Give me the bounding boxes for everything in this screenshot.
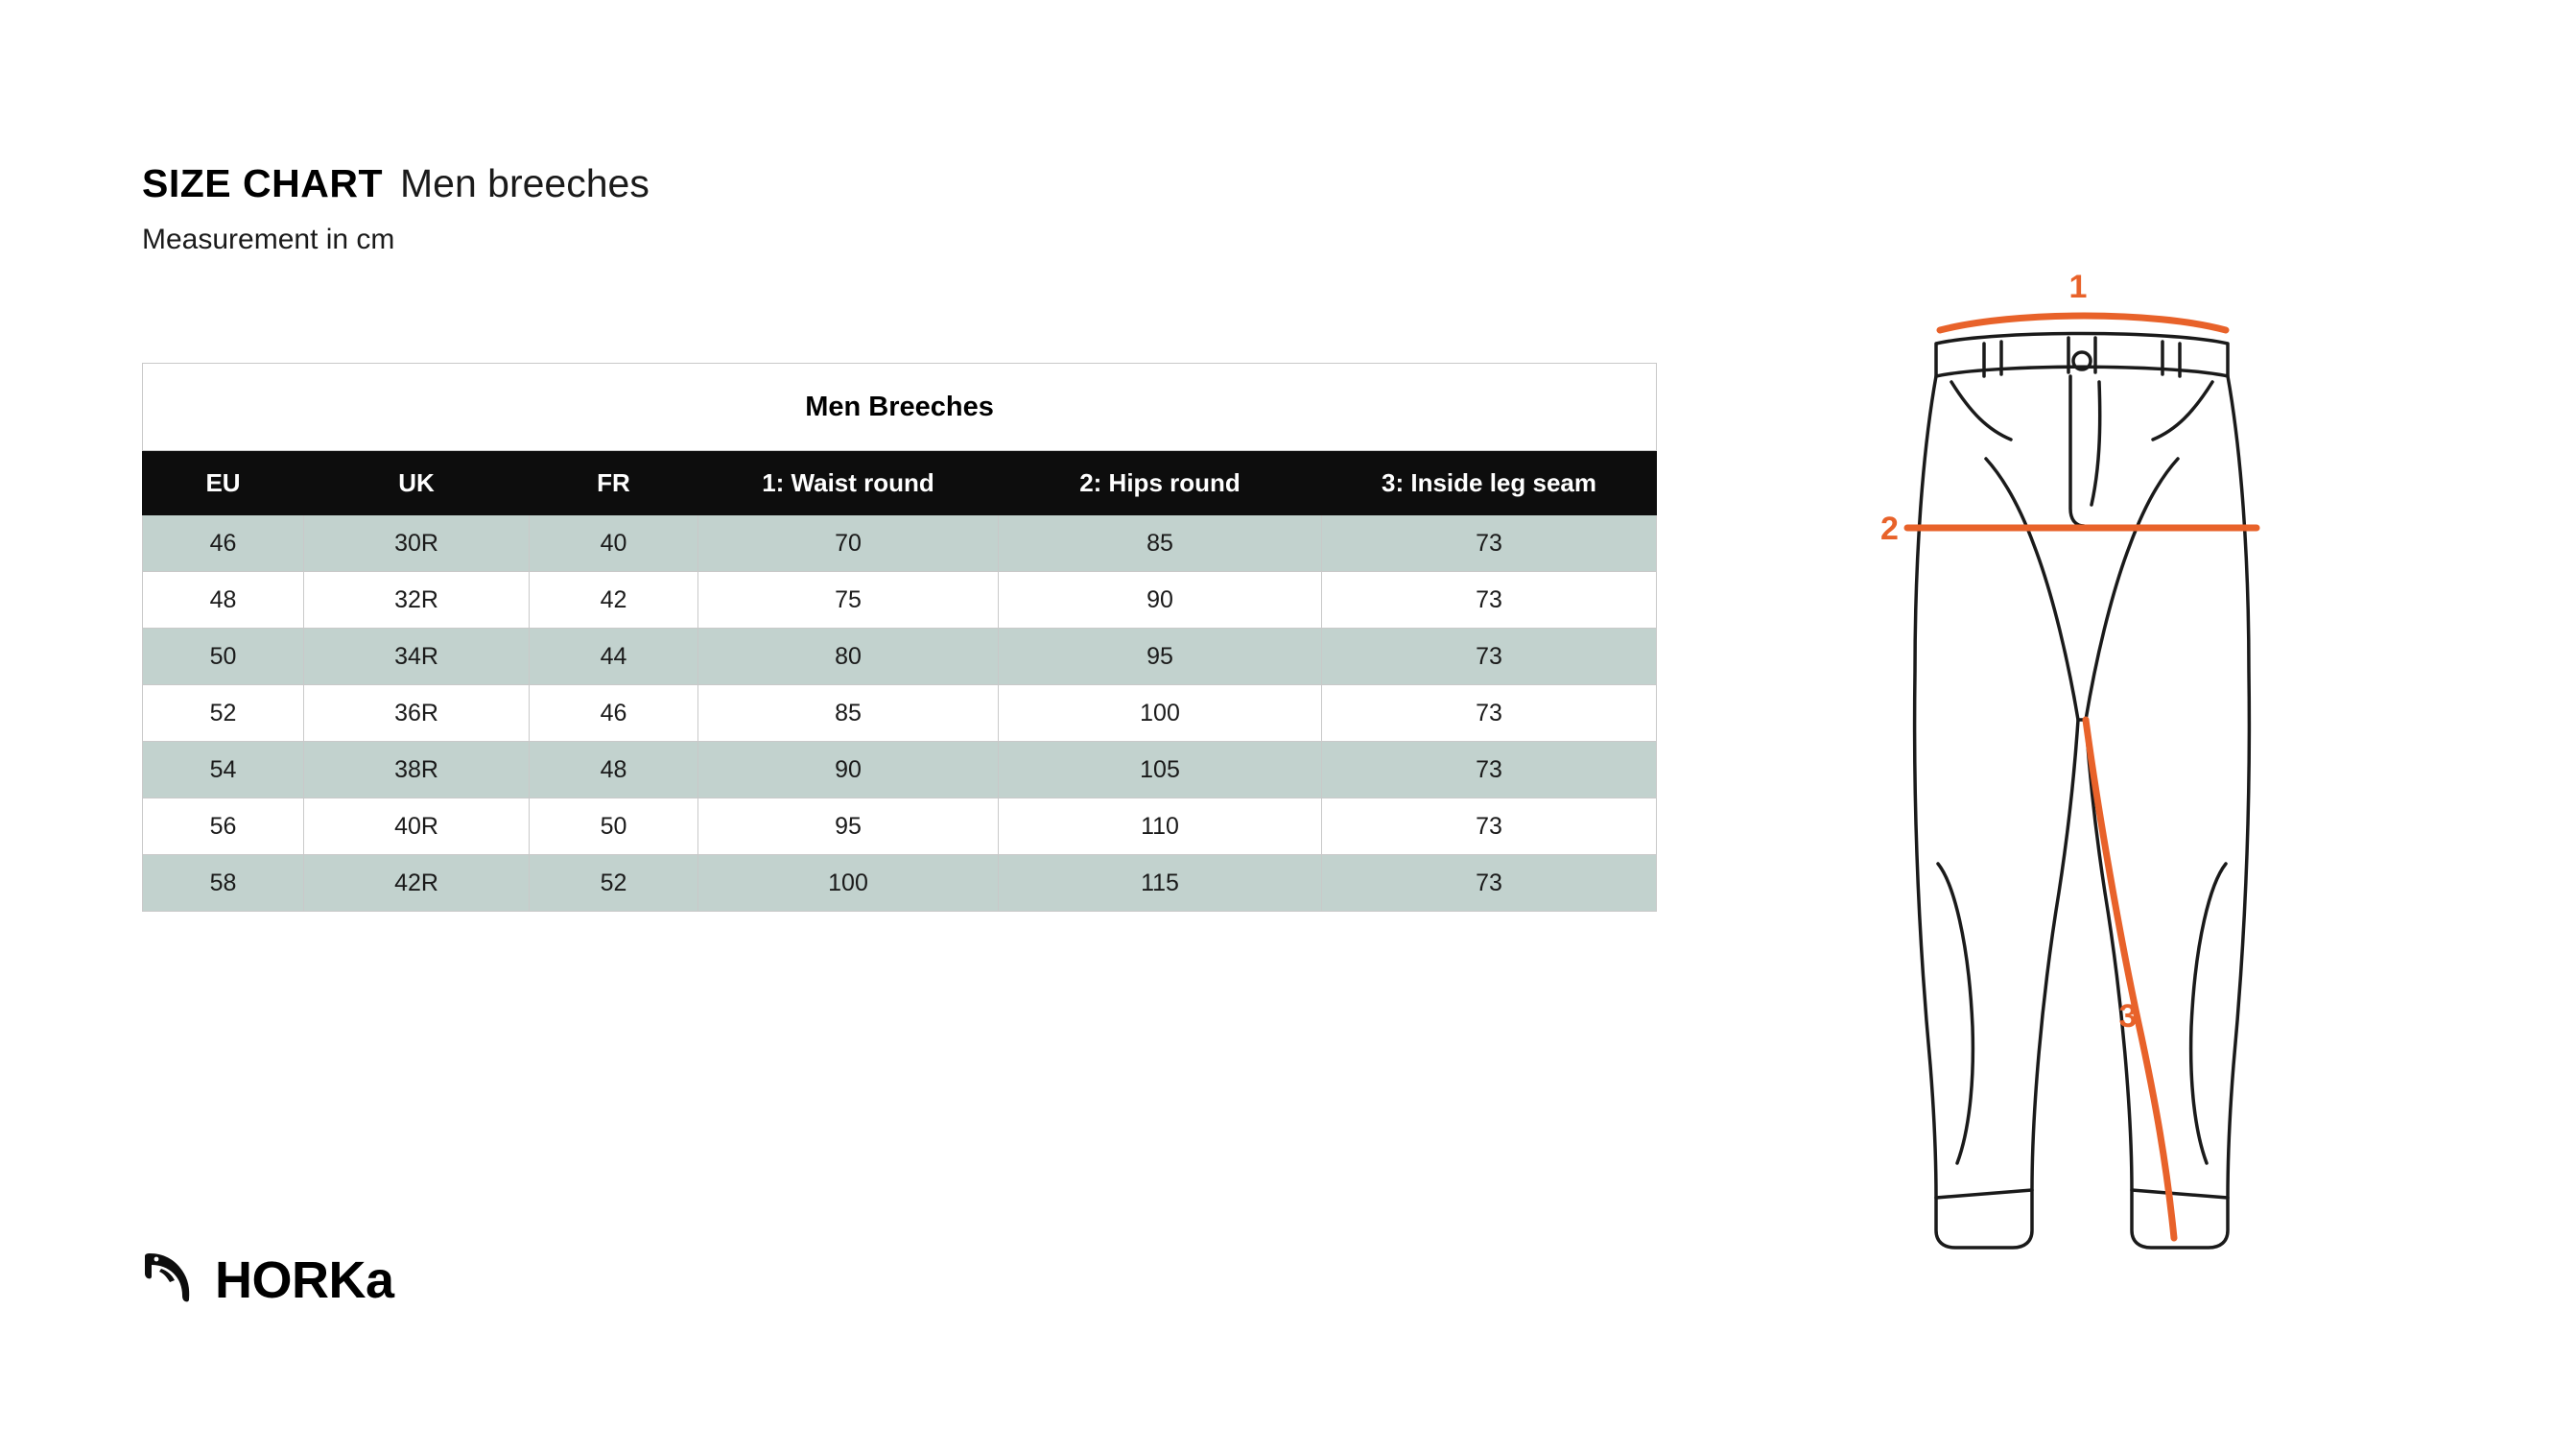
table-row <box>143 629 1657 685</box>
page-title <box>142 161 1677 206</box>
cell-uk: 38R <box>304 742 530 798</box>
cell-waist: 90 <box>698 742 999 798</box>
table-row <box>143 685 1657 742</box>
cell-fr: 50 <box>530 798 698 855</box>
cell-waist: 70 <box>698 515 999 572</box>
cell-inside-leg: 73 <box>1322 855 1657 912</box>
cell-fr: 52 <box>530 855 698 912</box>
cell-eu: 56 <box>143 798 304 855</box>
cell-eu: 46 <box>143 515 304 572</box>
brand-logo <box>142 1248 394 1312</box>
size-table <box>142 363 1657 912</box>
cell-waist: 80 <box>698 629 999 685</box>
cell-fr: 46 <box>530 685 698 742</box>
size-table-container <box>142 363 1656 912</box>
cell-waist: 100 <box>698 855 999 912</box>
cell-eu: 54 <box>143 742 304 798</box>
table-row <box>143 855 1657 912</box>
cell-inside-leg: 73 <box>1322 515 1657 572</box>
cell-uk: 42R <box>304 855 530 912</box>
column-header-hips: 2: Hips round <box>999 451 1322 515</box>
cell-uk: 34R <box>304 629 530 685</box>
column-header-fr: FR <box>530 451 698 515</box>
table-header-row <box>143 451 1657 515</box>
cell-eu: 52 <box>143 685 304 742</box>
marker-1: 1 <box>2068 269 2088 305</box>
cell-fr: 40 <box>530 515 698 572</box>
horse-head-icon <box>142 1248 201 1312</box>
brand-name: HORKa <box>215 1250 394 1309</box>
table-caption: Men Breeches <box>143 364 1657 451</box>
cell-hips: 95 <box>999 629 1322 685</box>
cell-uk: 32R <box>304 572 530 629</box>
cell-fr: 44 <box>530 629 698 685</box>
cell-hips: 90 <box>999 572 1322 629</box>
cell-inside-leg: 73 <box>1322 572 1657 629</box>
cell-fr: 48 <box>530 742 698 798</box>
cell-fr: 42 <box>530 572 698 629</box>
cell-hips: 115 <box>999 855 1322 912</box>
cell-uk: 30R <box>304 515 530 572</box>
table-row <box>143 798 1657 855</box>
waist-measure-line <box>1940 316 2226 330</box>
table-caption-row <box>143 364 1657 451</box>
cell-hips: 85 <box>999 515 1322 572</box>
table-row <box>143 515 1657 572</box>
table-row <box>143 742 1657 798</box>
cell-eu: 48 <box>143 572 304 629</box>
column-header-uk: UK <box>304 451 530 515</box>
page-subtitle: Measurement in cm <box>142 224 395 255</box>
page-title-strong: SIZE CHART <box>142 161 383 205</box>
page-header <box>142 161 1677 256</box>
cell-uk: 36R <box>304 685 530 742</box>
cell-hips: 110 <box>999 798 1322 855</box>
marker-2: 2 <box>1880 511 1899 547</box>
marker-3: 3 <box>2118 998 2138 1035</box>
cell-hips: 100 <box>999 685 1322 742</box>
breeches-diagram <box>1880 269 2283 1344</box>
column-header-waist: 1: Waist round <box>698 451 999 515</box>
cell-waist: 95 <box>698 798 999 855</box>
cell-waist: 75 <box>698 572 999 629</box>
cell-inside-leg: 73 <box>1322 798 1657 855</box>
cell-waist: 85 <box>698 685 999 742</box>
cell-inside-leg: 73 <box>1322 629 1657 685</box>
column-header-eu: EU <box>143 451 304 515</box>
table-row <box>143 572 1657 629</box>
cell-hips: 105 <box>999 742 1322 798</box>
cell-inside-leg: 73 <box>1322 685 1657 742</box>
cell-eu: 50 <box>143 629 304 685</box>
cell-eu: 58 <box>143 855 304 912</box>
cell-uk: 40R <box>304 798 530 855</box>
cell-inside-leg: 73 <box>1322 742 1657 798</box>
page-title-light: Men breeches <box>400 161 650 205</box>
column-header-inside-leg: 3: Inside leg seam <box>1322 451 1657 515</box>
breeches-illustration <box>1880 269 2283 1344</box>
